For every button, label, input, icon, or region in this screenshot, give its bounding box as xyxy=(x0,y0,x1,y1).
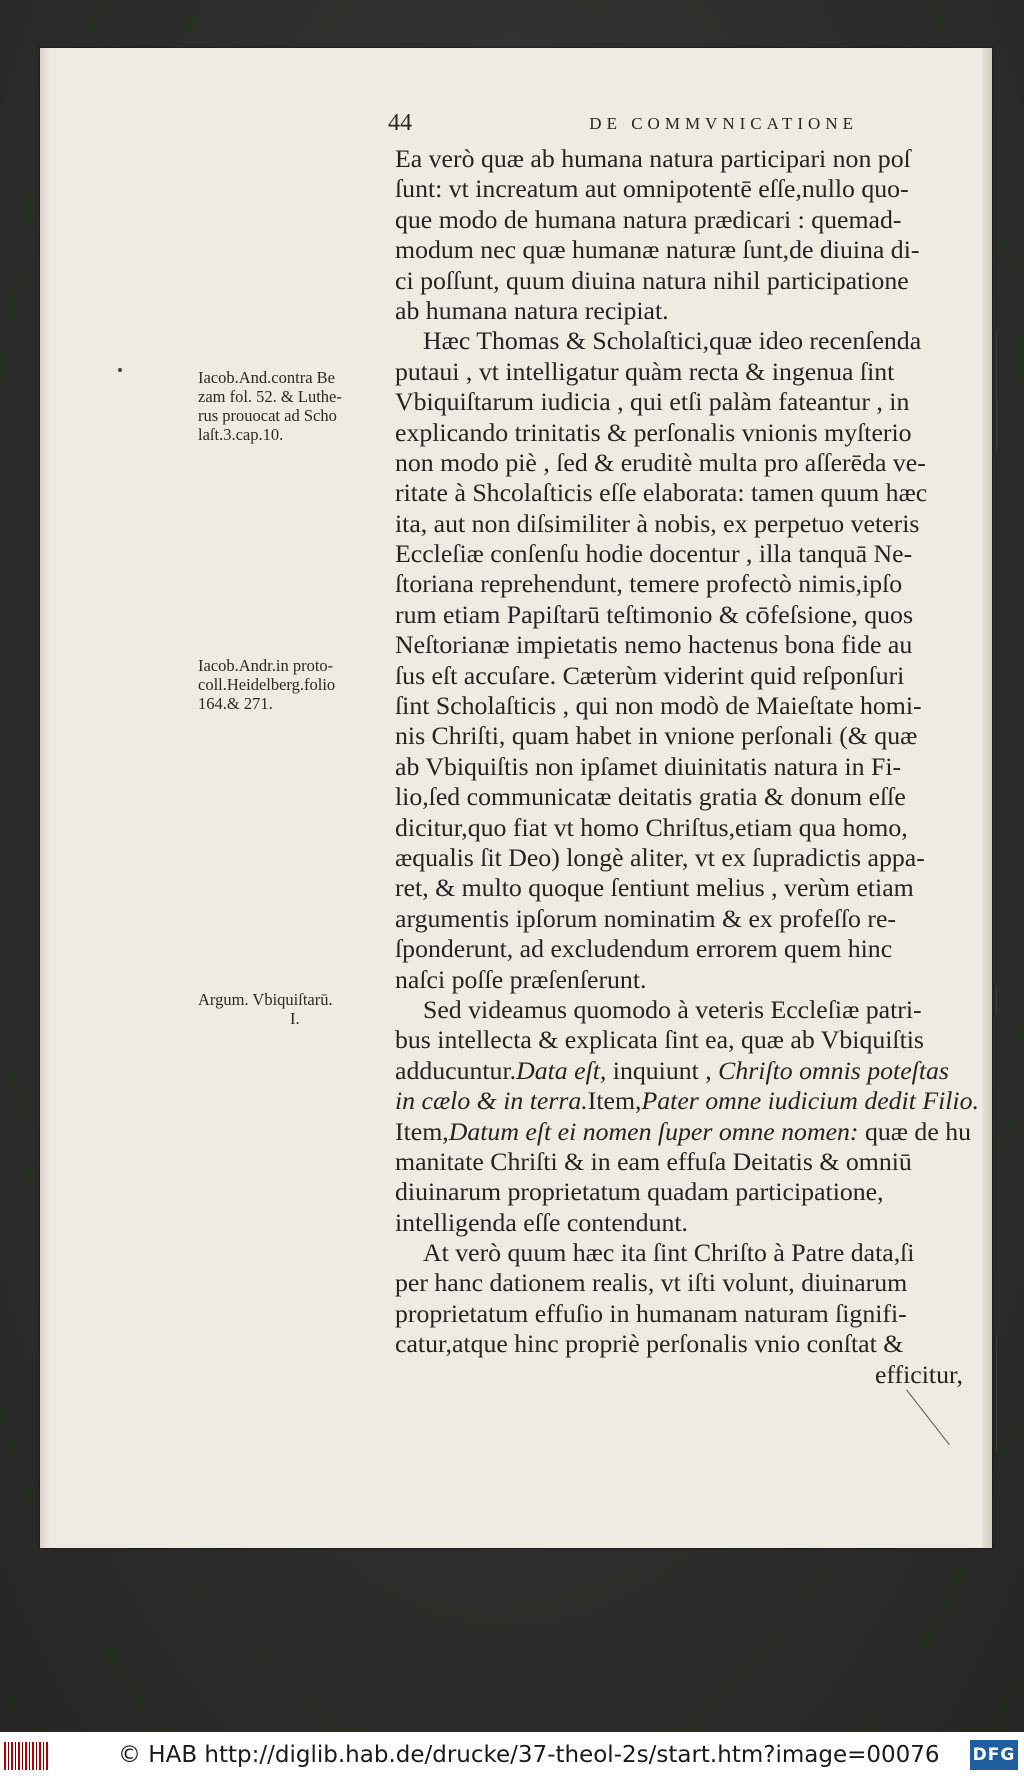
page-edge-line xyxy=(996,1335,997,1450)
text-line: ci poſſunt, quum diuina natura nihil participatione xyxy=(395,265,909,295)
text-run: inquiunt , xyxy=(606,1055,712,1085)
text-run: Item, xyxy=(395,1116,449,1146)
text-line: intelligenda eſſe contendunt. xyxy=(395,1207,688,1237)
text-run: Item, xyxy=(587,1086,642,1116)
text-line: explicando trinitatis & perſonalis vnionis myſterio xyxy=(395,417,912,447)
page-header xyxy=(388,110,858,140)
text-line: ab humana natura recipiat. xyxy=(395,295,669,325)
page-edge-line xyxy=(996,330,997,450)
text-line: non modo piè , ſed & eruditè multa pro aſſerēda ve- xyxy=(395,447,926,477)
text-line: Eccleſiæ conſenſu hodie docentur , illa tanquā Ne- xyxy=(395,539,913,569)
text-line: æqualis ſit Deo) longè aliter, vt ex ſupradictis appa- xyxy=(395,842,925,872)
italic-quote: Datum eſt ei nomen ſuper omne nomen: xyxy=(448,1116,859,1146)
text-line: Vbiquiſtarum iudicia , qui etſi palàm fateantur , in xyxy=(395,387,910,417)
margin-note xyxy=(198,368,388,444)
text-line: ab Vbiquiſtis non ipſamet diuinitatis natura in Fi- xyxy=(395,751,902,781)
text-line: manitate Chriſti & in eam effuſa Deitatis & omniū xyxy=(395,1146,912,1176)
margin-note-line: Argum. Vbiquiſtarū. xyxy=(198,990,333,1009)
text-line: naſci poſſe præſenſerunt. xyxy=(395,964,647,994)
text-line: ret, & multo quoque ſentiunt melius , verùm etiam xyxy=(395,873,914,903)
margin-note-line: rus prouocat ad Scho xyxy=(198,406,337,425)
text-line: ſus eſt accuſare. Cæterùm viderint quid reſponſuri xyxy=(395,660,905,690)
text-line: Hæc Thomas & Scholaſtici,quæ ideo recenſenda xyxy=(423,326,922,356)
text-line: ritate à Shcolaſticis eſſe elaborata: tamen quum hæc xyxy=(395,478,928,508)
page-number: 44 xyxy=(388,110,412,136)
italic-quote: in cælo & in terra. xyxy=(395,1086,588,1116)
text-line: rum etiam Papiſtarū teſtimonio & cōfeſsione, quos xyxy=(395,599,913,629)
text-run: quæ de hu xyxy=(858,1116,972,1146)
footer-bar xyxy=(0,1732,1024,1778)
text-line: ſint Scholaſticis , qui non modò de Maieſtate homi- xyxy=(395,691,922,721)
text-line: Sed videamus quomodo à veteris Eccleſiæ patri- xyxy=(423,994,922,1024)
margin-note xyxy=(198,990,388,1028)
text-line xyxy=(395,1056,965,1086)
text-line: Neſtorianæ impietatis nemo hactenus bona fide au xyxy=(395,630,913,660)
margin-note xyxy=(198,656,388,713)
margin-note-line: I. xyxy=(290,1009,300,1028)
text-run: adducuntur. xyxy=(395,1055,517,1085)
text-line: que modo de humana natura prædicari : quemad- xyxy=(395,204,902,234)
text-line: catur,atque hinc propriè perſonalis vnio conſtat & xyxy=(395,1329,904,1359)
margin-note-line: 164.& 271. xyxy=(198,694,273,713)
margin-note-line: zam fol. 52. & Luthe- xyxy=(198,387,342,406)
dfg-logo: DFG xyxy=(970,1740,1018,1770)
page-gutter xyxy=(982,48,992,1548)
italic-quote: Data eſt, xyxy=(516,1055,607,1085)
text-line: diuinarum proprietatum quadam participatione, xyxy=(395,1177,884,1207)
text-line: modum nec quæ humanæ naturæ ſunt,de diuina di- xyxy=(395,235,920,265)
italic-quote: Pater omne iudicium dedit Filio. xyxy=(641,1086,979,1116)
hab-barcode-logo xyxy=(4,1742,48,1770)
italic-quote: Chriſto omnis poteſtas xyxy=(718,1055,949,1085)
text-line xyxy=(395,1086,979,1116)
margin-note-line: Iacob.And.contra Be xyxy=(198,368,335,387)
text-line: Ea verò quæ ab humana natura participari non poſ xyxy=(395,144,911,173)
margin-mark xyxy=(118,368,122,372)
text-line: ſponderunt, ad excludendum errorem quem hinc xyxy=(395,934,893,964)
text-line xyxy=(395,1116,972,1147)
text-line: per hanc dationem realis, vt iſti volunt, diuinarum xyxy=(395,1268,908,1298)
text-line: proprietatum effuſio in humanam naturam ſignifi- xyxy=(395,1298,907,1328)
text-line: argumentis ipſorum nominatim & ex profeſſo re- xyxy=(395,903,897,933)
text-line: lio,ſed communicatæ deitatis gratia & donum eſſe xyxy=(395,782,906,812)
text-line: At verò quum hæc ita ſint Chriſto à Patre data,ſi xyxy=(423,1238,915,1268)
text-line: dicitur,quo fiat vt homo Chriſtus,etiam qua homo, xyxy=(395,812,908,842)
text-line: ſtoriana reprehendunt, temere profectò nimis,ipſo xyxy=(395,569,903,599)
text-line: ſunt: vt increatum aut omnipotentē eſſe,nullo quo- xyxy=(395,174,909,204)
text-line: putaui , vt intelligatur quàm recta & ingenua ſint xyxy=(395,356,895,386)
text-line: bus intellecta & explicata ſint ea, quæ ab Vbiquiſtis xyxy=(395,1025,924,1055)
margin-note-line: laſt.3.cap.10. xyxy=(198,425,284,444)
text-line: ita, aut non diſsimiliter à nobis, ex perpetuo veteris xyxy=(395,508,920,538)
margin-note-line: Iacob.Andr.in proto- xyxy=(198,656,334,675)
body-text xyxy=(395,144,979,1390)
margin-note-line: coll.Heidelberg.folio xyxy=(198,675,336,694)
copyright-url[interactable]: © HAB http://diglib.hab.de/drucke/37-theol-2s/start.htm?image=00076 xyxy=(118,1742,940,1768)
catchword: efficitur, xyxy=(874,1359,963,1389)
text-line: nis Chriſti, quam habet in vnione perſonali (& quæ xyxy=(395,721,918,751)
running-head: DE COMMVNICATIONE xyxy=(589,114,858,133)
page-edge-line xyxy=(996,985,997,1015)
